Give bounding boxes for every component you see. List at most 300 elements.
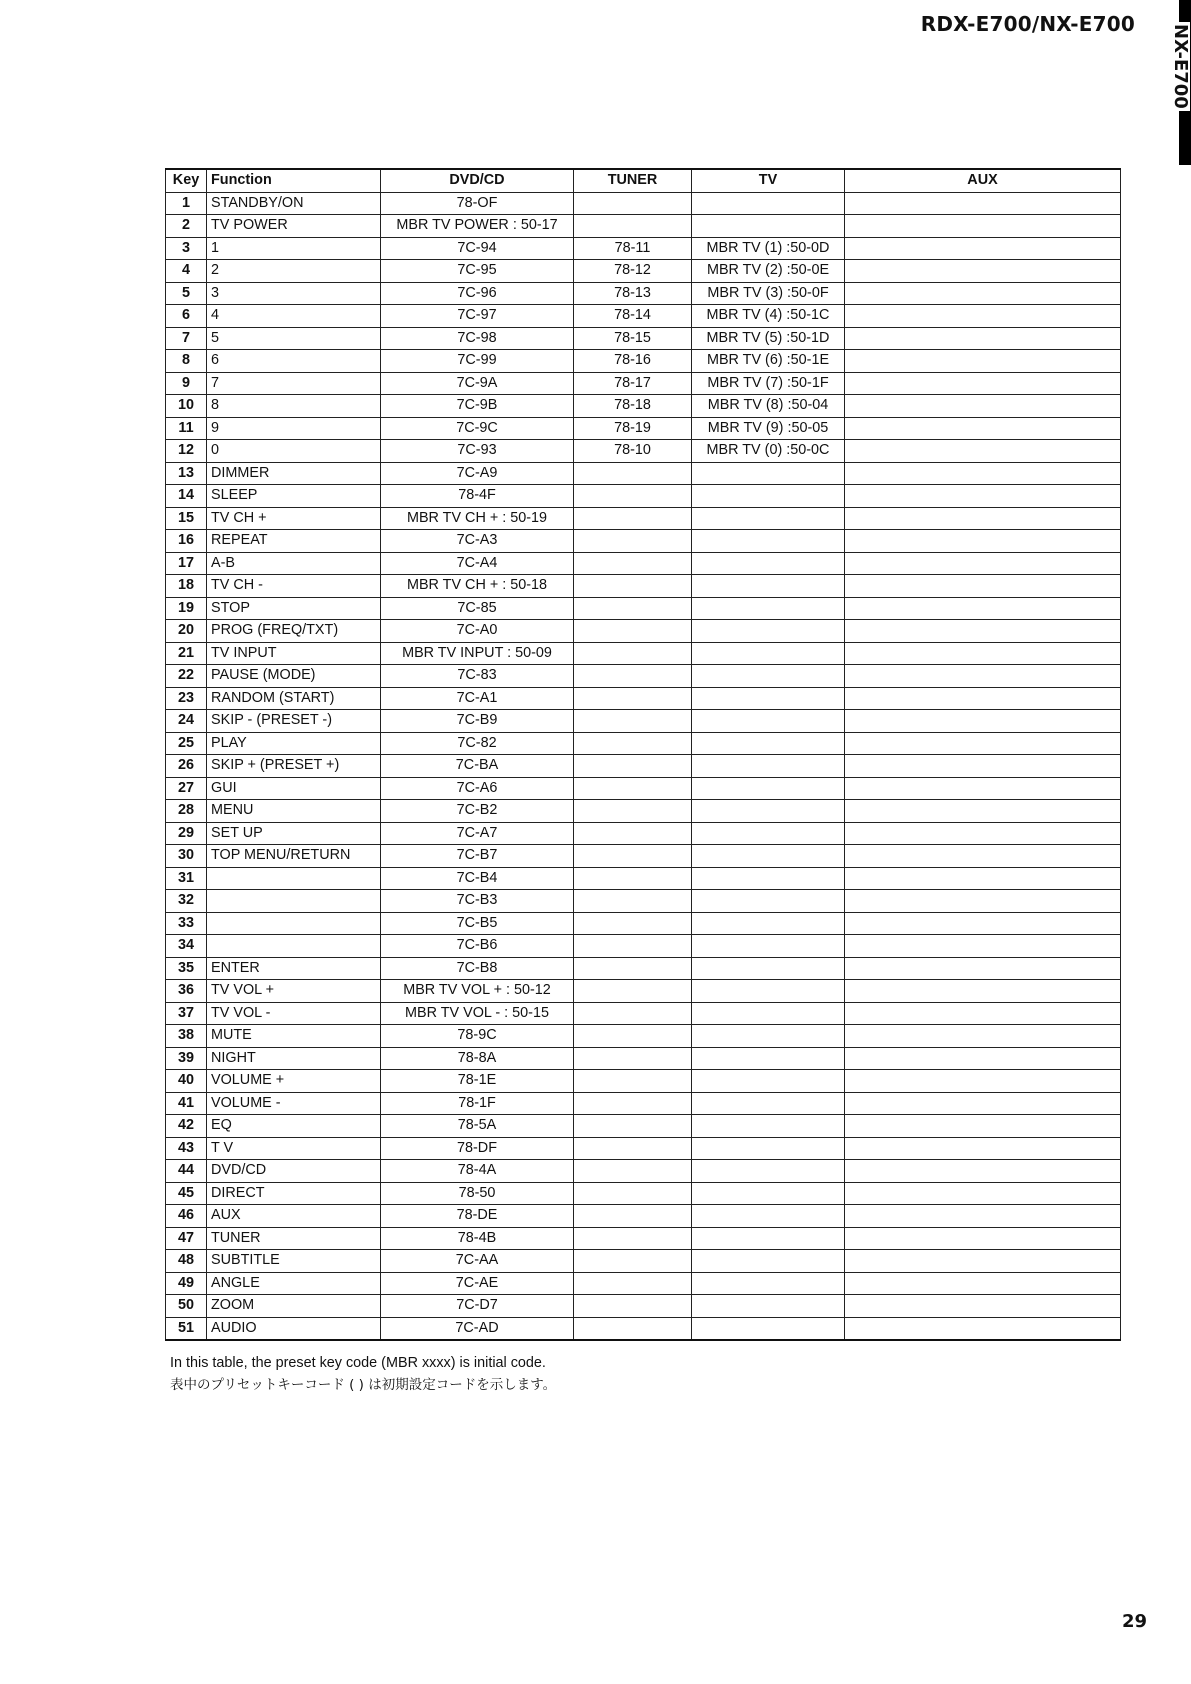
cell-key: 6 (166, 305, 207, 328)
cell-key: 12 (166, 440, 207, 463)
cell-aux (845, 867, 1121, 890)
cell-aux (845, 575, 1121, 598)
cell-dvd-cd: 7C-AE (381, 1272, 574, 1295)
cell-function: SUBTITLE (207, 1250, 381, 1273)
cell-aux (845, 417, 1121, 440)
cell-function: NIGHT (207, 1047, 381, 1070)
cell-dvd-cd: 7C-AD (381, 1317, 574, 1340)
cell-aux (845, 1025, 1121, 1048)
cell-aux (845, 1295, 1121, 1318)
cell-aux (845, 552, 1121, 575)
cell-key: 30 (166, 845, 207, 868)
cell-tuner (574, 642, 692, 665)
cell-tuner: 78-12 (574, 260, 692, 283)
cell-tv (692, 822, 845, 845)
table-row (166, 1160, 1121, 1183)
cell-function: VOLUME + (207, 1070, 381, 1093)
cell-function: PAUSE (MODE) (207, 665, 381, 688)
cell-dvd-cd: MBR TV CH + : 50-18 (381, 575, 574, 598)
cell-aux (845, 665, 1121, 688)
cell-tuner (574, 687, 692, 710)
cell-key: 43 (166, 1137, 207, 1160)
cell-key: 27 (166, 777, 207, 800)
cell-key: 22 (166, 665, 207, 688)
cell-tv: MBR TV (8) :50-04 (692, 395, 845, 418)
table-row (166, 1317, 1121, 1340)
cell-tuner (574, 1070, 692, 1093)
cell-function: TUNER (207, 1227, 381, 1250)
cell-function (207, 935, 381, 958)
cell-dvd-cd: 7C-B7 (381, 845, 574, 868)
table-row (166, 800, 1121, 823)
cell-tv (692, 845, 845, 868)
note-japanese: 表中のプリセットキーコード ( ) は初期設定コードを示します。 (170, 1377, 557, 1393)
cell-tuner: 78-17 (574, 372, 692, 395)
header-dvd-cd: DVD/CD (381, 169, 574, 192)
cell-tuner: 78-11 (574, 237, 692, 260)
cell-function: SKIP + (PRESET +) (207, 755, 381, 778)
cell-aux (845, 1047, 1121, 1070)
cell-dvd-cd: 7C-99 (381, 350, 574, 373)
notes (170, 1352, 556, 1396)
cell-tv (692, 1047, 845, 1070)
cell-tuner (574, 530, 692, 553)
cell-key: 47 (166, 1227, 207, 1250)
cell-function: STOP (207, 597, 381, 620)
table-row (166, 890, 1121, 913)
cell-dvd-cd: 7C-AA (381, 1250, 574, 1273)
cell-tuner (574, 912, 692, 935)
table-row (166, 777, 1121, 800)
cell-key: 7 (166, 327, 207, 350)
cell-dvd-cd: 78-9C (381, 1025, 574, 1048)
cell-key: 19 (166, 597, 207, 620)
cell-function: 2 (207, 260, 381, 283)
cell-function: DVD/CD (207, 1160, 381, 1183)
cell-tuner (574, 665, 692, 688)
table-row (166, 372, 1121, 395)
cell-dvd-cd: 7C-B4 (381, 867, 574, 890)
table-row (166, 462, 1121, 485)
cell-tv (692, 1250, 845, 1273)
cell-tv (692, 980, 845, 1003)
table-row (166, 575, 1121, 598)
cell-aux (845, 1317, 1121, 1340)
cell-tuner (574, 192, 692, 215)
table-row (166, 1025, 1121, 1048)
table-row (166, 417, 1121, 440)
cell-function: 7 (207, 372, 381, 395)
cell-aux (845, 845, 1121, 868)
cell-aux (845, 800, 1121, 823)
cell-aux (845, 1115, 1121, 1138)
cell-dvd-cd: 7C-82 (381, 732, 574, 755)
table-row (166, 1002, 1121, 1025)
cell-dvd-cd: 7C-96 (381, 282, 574, 305)
cell-key: 32 (166, 890, 207, 913)
cell-key: 29 (166, 822, 207, 845)
cell-key: 44 (166, 1160, 207, 1183)
cell-tv (692, 1295, 845, 1318)
cell-function: 3 (207, 282, 381, 305)
cell-tuner (574, 755, 692, 778)
cell-tv (692, 665, 845, 688)
table-row (166, 822, 1121, 845)
cell-key: 28 (166, 800, 207, 823)
table-row (166, 1115, 1121, 1138)
cell-aux (845, 1070, 1121, 1093)
cell-tv (692, 1205, 845, 1228)
cell-dvd-cd: 78-50 (381, 1182, 574, 1205)
cell-dvd-cd: 7C-B2 (381, 800, 574, 823)
cell-aux (845, 507, 1121, 530)
cell-tuner: 78-14 (574, 305, 692, 328)
cell-tv (692, 642, 845, 665)
cell-function: ANGLE (207, 1272, 381, 1295)
cell-key: 16 (166, 530, 207, 553)
cell-tuner (574, 1227, 692, 1250)
cell-key: 42 (166, 1115, 207, 1138)
cell-function: REPEAT (207, 530, 381, 553)
table-row (166, 1295, 1121, 1318)
cell-dvd-cd: 78-8A (381, 1047, 574, 1070)
remote-code-table (165, 168, 1121, 1341)
cell-aux (845, 462, 1121, 485)
header-tuner: TUNER (574, 169, 692, 192)
cell-aux (845, 440, 1121, 463)
cell-key: 50 (166, 1295, 207, 1318)
note-english: In this table, the preset key code (MBR xxxx) is initial code. (170, 1355, 546, 1371)
cell-key: 37 (166, 1002, 207, 1025)
cell-key: 17 (166, 552, 207, 575)
cell-tv (692, 1002, 845, 1025)
cell-tuner (574, 800, 692, 823)
cell-dvd-cd: 78-4B (381, 1227, 574, 1250)
cell-tuner (574, 1250, 692, 1273)
cell-tuner (574, 1047, 692, 1070)
table-row (166, 1137, 1121, 1160)
cell-tv (692, 1182, 845, 1205)
cell-key: 48 (166, 1250, 207, 1273)
cell-aux (845, 687, 1121, 710)
cell-aux (845, 597, 1121, 620)
cell-function: DIMMER (207, 462, 381, 485)
table-row (166, 507, 1121, 530)
cell-dvd-cd: 7C-A6 (381, 777, 574, 800)
cell-tv (692, 1070, 845, 1093)
cell-dvd-cd: 7C-9A (381, 372, 574, 395)
cell-tv: MBR TV (7) :50-1F (692, 372, 845, 395)
table-row (166, 957, 1121, 980)
cell-function: AUX (207, 1205, 381, 1228)
cell-tuner: 78-13 (574, 282, 692, 305)
cell-tuner (574, 845, 692, 868)
cell-function: TV CH - (207, 575, 381, 598)
table-row (166, 867, 1121, 890)
table-row (166, 912, 1121, 935)
cell-key: 8 (166, 350, 207, 373)
cell-function: 0 (207, 440, 381, 463)
cell-function: 4 (207, 305, 381, 328)
cell-dvd-cd: 78-DF (381, 1137, 574, 1160)
cell-tv (692, 462, 845, 485)
cell-function: AUDIO (207, 1317, 381, 1340)
cell-key: 2 (166, 215, 207, 238)
cell-aux (845, 1160, 1121, 1183)
cell-tuner (574, 507, 692, 530)
cell-tv (692, 552, 845, 575)
cell-function: DIRECT (207, 1182, 381, 1205)
cell-tv: MBR TV (4) :50-1C (692, 305, 845, 328)
table-row (166, 327, 1121, 350)
cell-dvd-cd: MBR TV CH + : 50-19 (381, 507, 574, 530)
cell-dvd-cd: 7C-BA (381, 755, 574, 778)
cell-aux (845, 1250, 1121, 1273)
table-row (166, 1227, 1121, 1250)
cell-tuner (574, 1205, 692, 1228)
cell-tv (692, 777, 845, 800)
cell-tv: MBR TV (5) :50-1D (692, 327, 845, 350)
cell-dvd-cd: 78-4A (381, 1160, 574, 1183)
table-row (166, 530, 1121, 553)
cell-dvd-cd: 7C-A3 (381, 530, 574, 553)
cell-tv (692, 620, 845, 643)
table-row (166, 935, 1121, 958)
cell-aux (845, 710, 1121, 733)
cell-dvd-cd: 7C-B8 (381, 957, 574, 980)
cell-key: 5 (166, 282, 207, 305)
header-tv: TV (692, 169, 845, 192)
cell-tv: MBR TV (1) :50-0D (692, 237, 845, 260)
table-row (166, 597, 1121, 620)
cell-function: T V (207, 1137, 381, 1160)
cell-aux (845, 372, 1121, 395)
cell-aux (845, 1092, 1121, 1115)
cell-dvd-cd: 7C-9B (381, 395, 574, 418)
cell-key: 4 (166, 260, 207, 283)
cell-tv: MBR TV (9) :50-05 (692, 417, 845, 440)
table-row (166, 485, 1121, 508)
cell-key: 36 (166, 980, 207, 1003)
cell-tuner (574, 822, 692, 845)
table-row (166, 1047, 1121, 1070)
cell-function: 8 (207, 395, 381, 418)
cell-function: GUI (207, 777, 381, 800)
cell-function: SET UP (207, 822, 381, 845)
cell-key: 1 (166, 192, 207, 215)
cell-tuner (574, 1160, 692, 1183)
cell-function: TV POWER (207, 215, 381, 238)
cell-dvd-cd: 78-1F (381, 1092, 574, 1115)
cell-dvd-cd: 7C-97 (381, 305, 574, 328)
cell-aux (845, 282, 1121, 305)
cell-tv (692, 1115, 845, 1138)
cell-dvd-cd: 78-1E (381, 1070, 574, 1093)
cell-tuner (574, 597, 692, 620)
cell-tuner (574, 1317, 692, 1340)
cell-aux (845, 620, 1121, 643)
cell-key: 24 (166, 710, 207, 733)
cell-aux (845, 980, 1121, 1003)
cell-tv (692, 755, 845, 778)
cell-aux (845, 485, 1121, 508)
cell-tv (692, 507, 845, 530)
cell-aux (845, 777, 1121, 800)
cell-tuner (574, 890, 692, 913)
table-row (166, 237, 1121, 260)
cell-tuner (574, 1025, 692, 1048)
cell-function: EQ (207, 1115, 381, 1138)
cell-dvd-cd: 7C-B9 (381, 710, 574, 733)
cell-tv (692, 710, 845, 733)
cell-key: 49 (166, 1272, 207, 1295)
cell-key: 26 (166, 755, 207, 778)
cell-tv: MBR TV (3) :50-0F (692, 282, 845, 305)
cell-dvd-cd: 7C-94 (381, 237, 574, 260)
cell-function: TV VOL + (207, 980, 381, 1003)
page-number: 29 (1121, 1611, 1147, 1632)
cell-key: 46 (166, 1205, 207, 1228)
cell-dvd-cd: 7C-B3 (381, 890, 574, 913)
cell-function: MENU (207, 800, 381, 823)
cell-aux (845, 530, 1121, 553)
cell-tuner (574, 1115, 692, 1138)
cell-key: 14 (166, 485, 207, 508)
cell-tuner (574, 710, 692, 733)
table-row (166, 395, 1121, 418)
cell-function: SLEEP (207, 485, 381, 508)
cell-key: 41 (166, 1092, 207, 1115)
cell-tv (692, 1317, 845, 1340)
table-row (166, 1092, 1121, 1115)
cell-tuner (574, 215, 692, 238)
cell-dvd-cd: 7C-A9 (381, 462, 574, 485)
cell-dvd-cd: 7C-A4 (381, 552, 574, 575)
table-row (166, 980, 1121, 1003)
cell-tv (692, 687, 845, 710)
cell-dvd-cd: 7C-95 (381, 260, 574, 283)
cell-tv (692, 800, 845, 823)
cell-tv (692, 890, 845, 913)
cell-key: 21 (166, 642, 207, 665)
table-header-row (166, 169, 1121, 192)
cell-tv (692, 1272, 845, 1295)
table-row (166, 215, 1121, 238)
cell-tv: MBR TV (0) :50-0C (692, 440, 845, 463)
cell-dvd-cd: 7C-A0 (381, 620, 574, 643)
cell-function: 6 (207, 350, 381, 373)
cell-function: PLAY (207, 732, 381, 755)
cell-tuner: 78-16 (574, 350, 692, 373)
table-row (166, 845, 1121, 868)
cell-dvd-cd: 7C-9C (381, 417, 574, 440)
table-row (166, 260, 1121, 283)
cell-tv (692, 1092, 845, 1115)
cell-function: TOP MENU/RETURN (207, 845, 381, 868)
cell-dvd-cd: 7C-B5 (381, 912, 574, 935)
cell-aux (845, 732, 1121, 755)
cell-function: TV INPUT (207, 642, 381, 665)
cell-key: 45 (166, 1182, 207, 1205)
cell-tv (692, 935, 845, 958)
cell-function (207, 867, 381, 890)
cell-aux (845, 192, 1121, 215)
cell-aux (845, 1227, 1121, 1250)
table-row (166, 620, 1121, 643)
table-body (166, 192, 1121, 1340)
cell-function: ENTER (207, 957, 381, 980)
cell-tuner (574, 1002, 692, 1025)
cell-tuner (574, 1182, 692, 1205)
cell-function: TV CH + (207, 507, 381, 530)
cell-aux (845, 1182, 1121, 1205)
cell-function: VOLUME - (207, 1092, 381, 1115)
cell-tuner (574, 1137, 692, 1160)
cell-tv: MBR TV (6) :50-1E (692, 350, 845, 373)
cell-tuner (574, 732, 692, 755)
cell-tv (692, 1025, 845, 1048)
cell-tv: MBR TV (2) :50-0E (692, 260, 845, 283)
cell-aux (845, 327, 1121, 350)
cell-aux (845, 1205, 1121, 1228)
cell-aux (845, 215, 1121, 238)
table-row (166, 350, 1121, 373)
cell-tuner (574, 575, 692, 598)
cell-tuner: 78-10 (574, 440, 692, 463)
cell-function: TV VOL - (207, 1002, 381, 1025)
cell-tuner (574, 867, 692, 890)
header-key: Key (166, 169, 207, 192)
cell-tv (692, 912, 845, 935)
cell-function: 5 (207, 327, 381, 350)
table-row (166, 687, 1121, 710)
cell-aux (845, 1137, 1121, 1160)
cell-tuner (574, 485, 692, 508)
cell-function (207, 890, 381, 913)
cell-dvd-cd: 7C-83 (381, 665, 574, 688)
cell-aux (845, 305, 1121, 328)
cell-tuner: 78-15 (574, 327, 692, 350)
table-row (166, 642, 1121, 665)
cell-tuner: 78-19 (574, 417, 692, 440)
cell-tv (692, 192, 845, 215)
cell-tv (692, 732, 845, 755)
cell-aux (845, 1272, 1121, 1295)
cell-function: PROG (FREQ/TXT) (207, 620, 381, 643)
cell-function: RANDOM (START) (207, 687, 381, 710)
cell-tv (692, 1160, 845, 1183)
cell-key: 31 (166, 867, 207, 890)
cell-key: 20 (166, 620, 207, 643)
cell-tuner: 78-18 (574, 395, 692, 418)
cell-tuner (574, 1272, 692, 1295)
table-row (166, 755, 1121, 778)
cell-aux (845, 395, 1121, 418)
cell-tuner (574, 462, 692, 485)
cell-tv (692, 530, 845, 553)
cell-dvd-cd: 7C-A1 (381, 687, 574, 710)
cell-aux (845, 822, 1121, 845)
table-row (166, 440, 1121, 463)
table-row (166, 1272, 1121, 1295)
table-row (166, 1182, 1121, 1205)
cell-key: 38 (166, 1025, 207, 1048)
cell-key: 33 (166, 912, 207, 935)
cell-dvd-cd: 78-OF (381, 192, 574, 215)
cell-tv (692, 867, 845, 890)
cell-aux (845, 237, 1121, 260)
cell-dvd-cd: 7C-D7 (381, 1295, 574, 1318)
